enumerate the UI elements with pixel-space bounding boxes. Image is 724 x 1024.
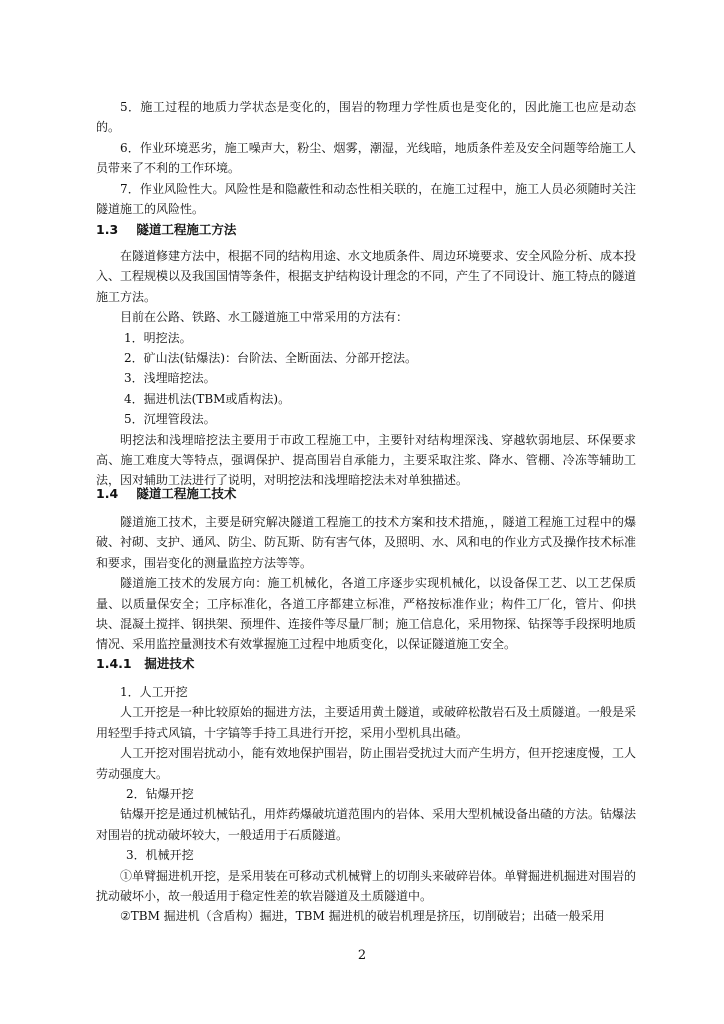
section-heading-1-4-1 (96, 654, 636, 674)
previous-section-continuation (96, 97, 636, 219)
section-number: 1.4 (96, 486, 119, 501)
subsection-title-manual: 1．人工开挖 (120, 685, 188, 699)
drill-blast-paragraph: 钻爆开挖是通过机械钻孔，用炸药爆破坑道范围内的岩体、采用大型机械设备出碴的方法。钻爆法对围岩的扰动破坏较大，一般适用于石质隧道。 (96, 807, 637, 842)
manual-excavation-paragraph: 人工开挖是一种比较原始的掘进方法，主要适用黄土隧道，或破碎松散岩石及土质隧道。一般是采用轻型手持式风镐，十字镐等手持工具进行开挖，采用小型机具出碴。 (96, 705, 637, 740)
methods-note-paragraph: 明挖法和浅埋暗挖法主要用于市政工程施工中，主要针对结构埋深浅、穿越软弱地层、环保要求高、施工难度大等特点，强调保护、提高围岩自承能力，主要采取注浆、降水、管棚、冷冻等辅助工法，因对辅助工法进行了说明，对明挖法和浅埋暗挖法未对单独描述。 (96, 432, 636, 488)
section-number: 1.4.1 (96, 656, 132, 671)
methods-lead-paragraph: 目前在公路、铁路、水工隧道施工中常采用的方法有： (120, 310, 409, 325)
section-number: 1.3 (96, 222, 119, 237)
paragraph-item-6: 6．作业环境恶劣，施工噪声大，粉尘、烟雾，潮湿，光线暗，地质条件差及安全问题等给施工人员带来了不利的工作环境。 (96, 140, 636, 176)
tbm-paragraph: ②TBM 掘进机（含盾构）掘进，TBM 掘进机的破岩机理是挤压，切削破岩；出碴一般采用 (120, 909, 605, 924)
manual-excavation-note: 人工开挖对围岩扰动小，能有效地保护围岩，防止围岩受扰过大而产生坍方，但开挖速度慢，工人劳动强度大。 (96, 746, 637, 781)
section-1-4-body (96, 512, 636, 655)
list-item: 4．掘进机法(TBM或盾构法)。 (124, 391, 291, 406)
list-item: 5．沉埋管段法。 (124, 412, 216, 427)
section-title: 隧道工程施工技术 (136, 486, 237, 501)
list-item: 2．矿山法(钻爆法)：台阶法、全断面法、分部开挖法。 (124, 351, 418, 366)
paragraph-item-7: 7．作业风险性大。风险性是和隐蔽性和动态性相关联的，在施工过程中，施工人员必须随时关注隧道施工的风险性。 (96, 181, 636, 217)
single-arm-paragraph: ①单臂掘进机开挖，是采用装在可移动式机械臂上的切削头来破碎岩体。单臂掘进机掘进对围岩的扰动破坏小，故一般适用于稳定性差的软岩隧道及土质隧道中。 (96, 868, 637, 904)
subsection-title-drill-blast: 2．钻爆开挖 (126, 787, 194, 802)
list-item: 3．浅埋暗挖法。 (124, 371, 216, 386)
section-heading-1-3 (96, 220, 636, 240)
paragraph-item-5: 5．施工过程的地质力学状态是变化的，围岩的物理力学性质也是变化的，因此施工也应是动态的。 (96, 100, 636, 135)
section-title: 掘进技术 (144, 656, 195, 671)
section-intro-paragraph: 在隧道修建方法中，根据不同的结构用途、水文地质条件、周边环境要求、安全风险分析、成本投入、工程规模以及我国国情等条件，根据支护结构设计理念的不同，产生了不同设计、施工特点的隧道施工方法。 (96, 249, 637, 304)
section-title: 隧道工程施工方法 (136, 222, 237, 237)
section-1-3-body (96, 246, 636, 491)
page-number: 2 (357, 948, 367, 963)
section-1-4-1-body (96, 682, 636, 927)
section-heading-1-4 (96, 484, 636, 504)
methods-list (96, 328, 636, 430)
subsection-title-mechanical: 3．机械开挖 (126, 848, 194, 863)
development-direction-paragraph: 隧道施工技术的发展方向：施工机械化，各道工序逐步实现机械化，以设备保工艺、以工艺保质量、以质量保安全；工序标准化，各道工序都建立标准，严格按标准作业；构件工厂化，管片、仰拱块、混凝土搅拌、钢拱架、预埋件、连接件等尽量厂制；施工信息化，采用物探、钻探等手段探明地质情况、采用监控量测技术有效掌握施工过程中地质变化，以保证隧道施工安全。 (96, 576, 637, 652)
list-item: 1．明挖法。 (124, 330, 192, 345)
construction-tech-paragraph: 隧道施工技术，主要是研究解决隧道工程施工的技术方案和技术措施，，隧道工程施工过程中的爆破、衬砌、支护、通风、防尘、防瓦斯、防有害气体，及照明、水、风和电的作业方式及操作技术标准和要求，围岩变化的测量监控方法等等。 (96, 515, 637, 570)
